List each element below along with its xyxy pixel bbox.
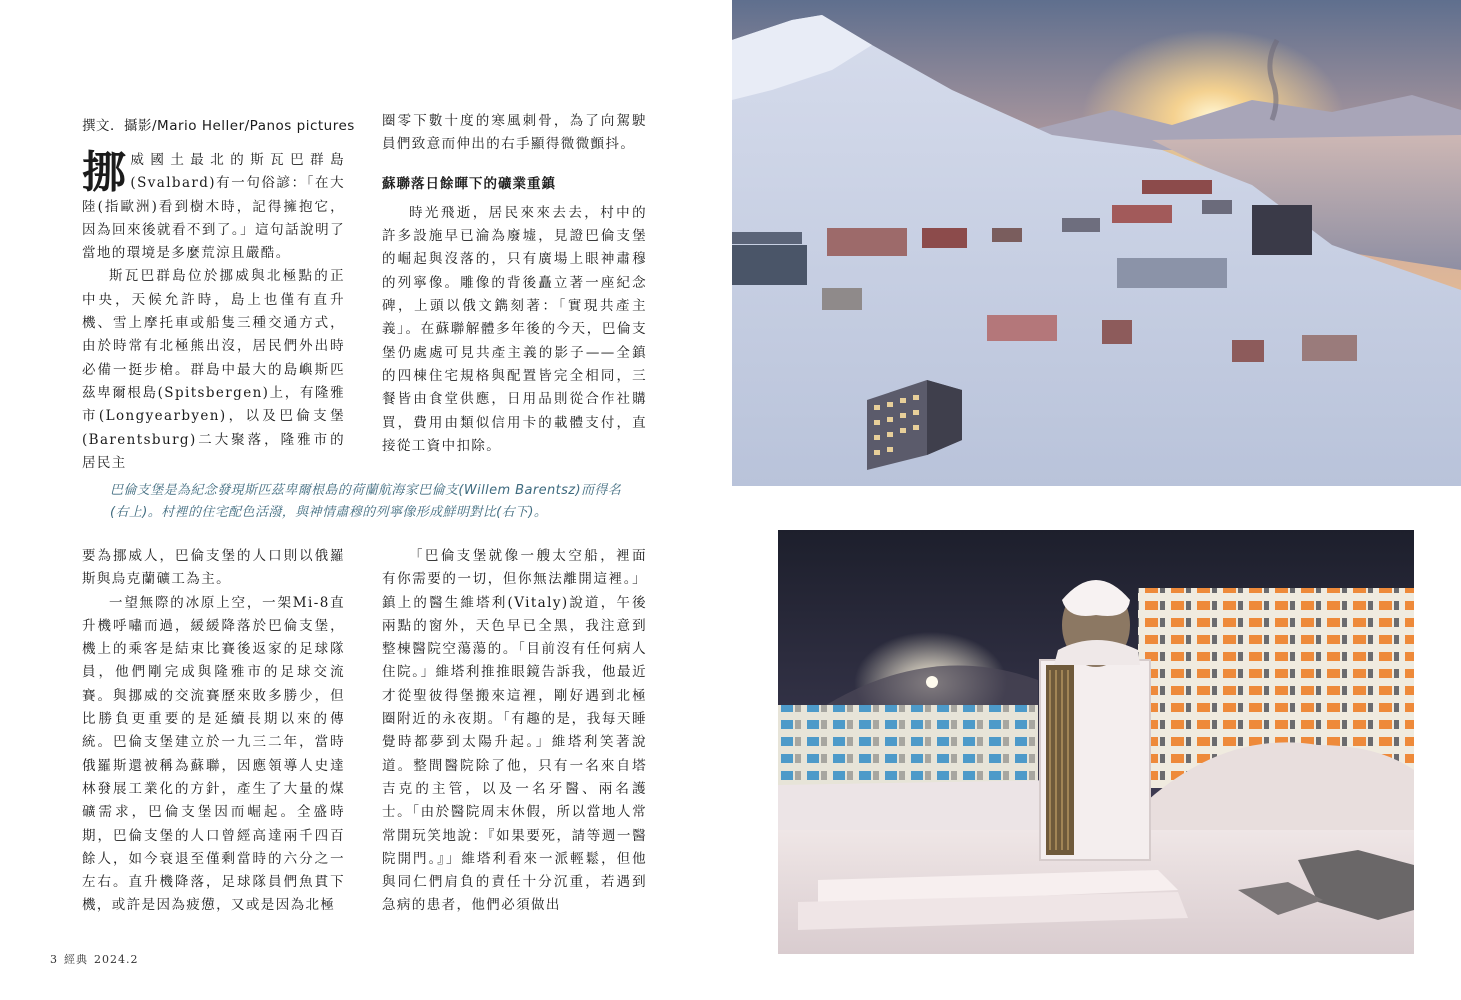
paragraph: 要為挪威人，巴倫支堡的人口則以俄羅斯與烏克蘭礦工為主。 [82, 548, 345, 588]
section-subhead: 蘇聯落日餘暉下的礦業重鎮 [382, 175, 556, 192]
lenin-bust-illustration [778, 530, 1414, 954]
article-column-3 [82, 545, 345, 918]
photo-aerial-barentsburg [732, 0, 1461, 486]
paragraph: 時光飛逝，居民來來去去，村中的許多設施早已淪為廢墟，見證巴倫支堡的崛起與沒落的，只有廣場上眼神肅穆的列寧像。雕像的背後矗立著一座紀念碑，上頭以俄文鐫刻著：「實現共產主義」。在蘇聯解體多年後的今天，巴倫支堡仍處處可見共產主義的影子——全鎮的四棟住宅規格與配置皆完全相同，三餐皆由食堂供應，日用品則從合作社購買，費用由類似信用卡的載體支付，直接從工資中扣除。 [382, 204, 647, 454]
photo-lenin-bust [778, 530, 1414, 954]
article-column-2 [382, 110, 647, 458]
paragraph: 一望無際的冰原上空，一架Mi-8直升機呼嘯而過，緩緩降落於巴倫支堡，機上的乘客是結束比賽後返家的足球隊員，他們剛完成與隆雅市的足球交流賽。與挪威的交流賽歷來敗多勝少，但比勝負更重要的是延續長期以來的傳統。巴倫支堡建立於一九三二年，當時俄羅斯還被稱為蘇聯，因應領導人史達林發展工業化的方針，產生了大量的煤礦需求，巴倫支堡因而崛起。全盛時期，巴倫支堡的人口曾經高達兩千四百餘人，如今衰退至僅剩當時的六分之一左右。直升機降落，足球隊員們魚貫下機，或許是因為疲憊，又或是因為北極 [82, 594, 345, 914]
paragraph: 威國土最北的斯瓦巴群島(Svalbard)有一句俗諺：「在大陸(指歐洲)看到樹木時，記得擁抱它，因為回來後就看不到了。」這句話說明了當地的環境是多麼荒涼且嚴酷。 [82, 152, 345, 262]
page-number: 3 [50, 953, 58, 966]
byline: 撰文．攝影/Mario Heller/Panos pictures [82, 118, 355, 134]
page-folio [50, 951, 145, 967]
photo-caption: 巴倫支堡是為紀念發現斯匹茲卑爾根島的荷蘭航海家巴倫支(Willem Barentsz)而得名(右上)。村裡的住宅配色活潑，與神情肅穆的列寧像形成鮮明對比(右下)。 [110, 483, 622, 520]
article-column-1 [82, 149, 345, 475]
article-column-4 [382, 545, 647, 918]
paragraph: 斯瓦巴群島位於挪威與北極點的正中央，天候允許時，島上也僅有直升機、雪上摩托車或船隻三種交通方式，由於時常有北極熊出沒，居民們外出時必備一挺步槍。群島中最大的島嶼斯匹茲卑爾根島(Spitsbergen)上，有隆雅市(Longyearbyen)，以及巴倫支堡(Barentsburg)二大聚落，隆雅市的居民主 [82, 268, 345, 471]
aerial-town-illustration [732, 0, 1461, 486]
paragraph: 圈零下數十度的寒風刺骨，為了向駕駛員們致意而伸出的右手顯得微微顫抖。 [382, 113, 647, 153]
issue-date: 2024.2 [94, 953, 139, 966]
paragraph: 「巴倫支堡就像一艘太空船，裡面有你需要的一切，但你無法離開這裡。」鎮上的醫生維塔利(Vitaly)說道，午後兩點的窗外，天色早已全黑，我注意到整棟醫院空蕩蕩的。「目前沒有任何病人住院。」維塔利推推眼鏡告訴我，他最近才從聖彼得堡搬來這裡，剛好遇到北極圈附近的永夜期。「有趣的是，我每天睡覺時都夢到太陽升起。」維塔利笑著說道。整間醫院除了他，只有一名來自塔吉克的主管，以及一名牙醫、兩名護士。「由於醫院周末休假，所以當地人常常開玩笑地說：『如果要死，請等週一醫院開門。』」維塔利看來一派輕鬆，但他與同仁們肩負的責任十分沉重，若遇到急病的患者，他們必須做出 [382, 548, 647, 914]
magazine-name: 經典 [64, 953, 88, 966]
drop-cap: 挪 [82, 147, 128, 198]
